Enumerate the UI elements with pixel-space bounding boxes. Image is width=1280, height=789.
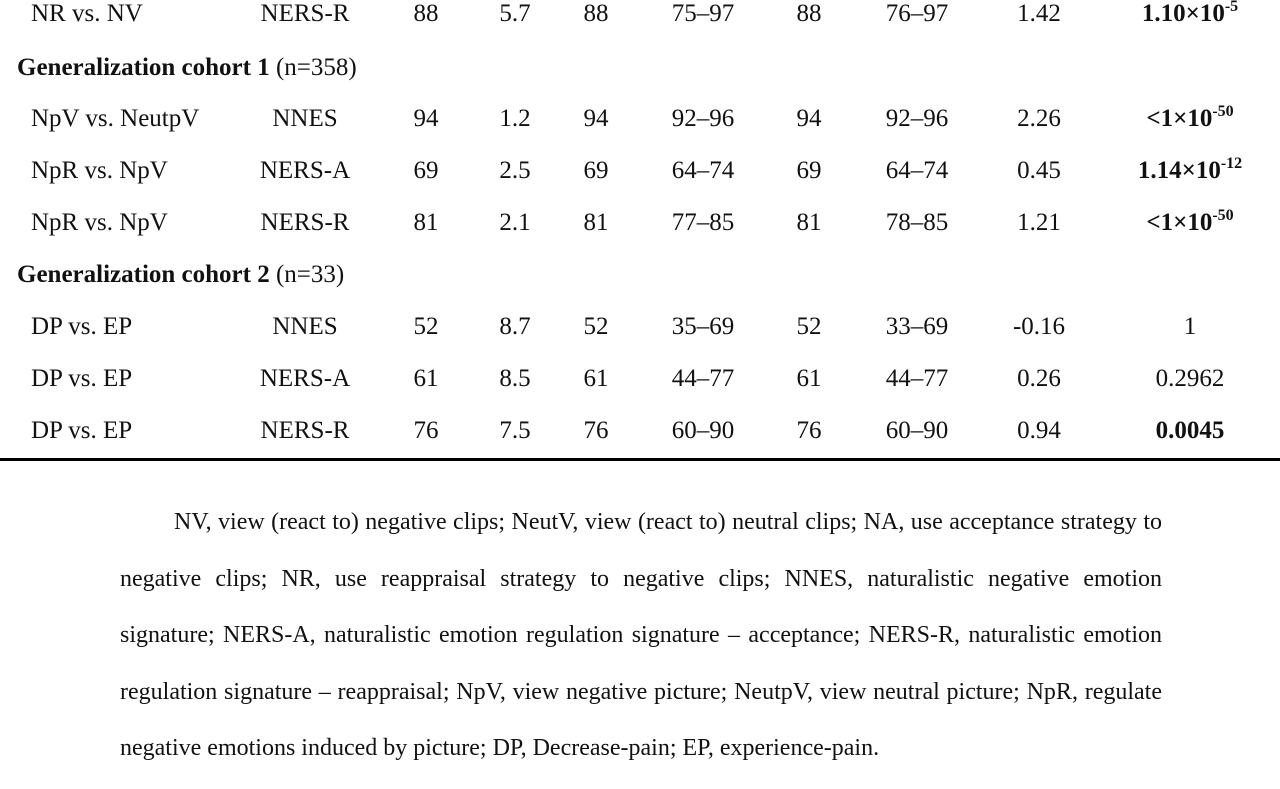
signature-cell: NERS-A (259, 365, 351, 392)
value-cell: 0.26 (1017, 365, 1061, 392)
value-cell: 1.21 (1017, 209, 1061, 236)
value-cell: 69 (413, 157, 439, 184)
value-cell: 1.2 (499, 105, 531, 132)
signature-cell: NERS-R (260, 0, 350, 27)
p-value-cell: $<1\times 10^{-50}$ (1146, 207, 1234, 236)
p-value-cell: 0.0045 (1155, 417, 1225, 444)
range-cell: 60–90 (885, 417, 949, 444)
comparison-cell: DP vs. EP (31, 313, 133, 340)
range-cell: 92–96 (885, 105, 949, 132)
p-value-cell: $<1\times 10^{-50}$ (1146, 103, 1234, 132)
range-cell: 33–69 (885, 313, 949, 340)
value-cell: 2.26 (1017, 105, 1061, 132)
value-cell: 61 (796, 365, 822, 392)
range-cell: 44–77 (671, 365, 735, 392)
value-cell: 94 (796, 105, 822, 132)
range-cell: 64–74 (671, 157, 735, 184)
value-cell: 76 (796, 417, 822, 444)
range-cell: 76–97 (885, 0, 949, 27)
value-cell: 94 (583, 105, 609, 132)
comparison-cell: NpV vs. NeutpV (31, 105, 200, 132)
value-cell: 61 (583, 365, 609, 392)
comparison-cell: NpR vs. NpV (31, 157, 168, 184)
value-cell: -0.16 (1012, 313, 1066, 340)
value-cell: 5.7 (499, 0, 531, 27)
p-value-cell: $1.14\times 10^{-12}$ (1137, 155, 1243, 184)
p-value-cell: $1.10\times 10^{-5}$ (1141, 0, 1239, 27)
value-cell: 8.5 (499, 365, 531, 392)
value-cell: 52 (583, 313, 609, 340)
table-row (0, 203, 1280, 243)
value-cell: 88 (413, 0, 439, 27)
value-cell: 94 (413, 105, 439, 132)
table-footnote: NV, view (react to) negative clips; NeutV, view (react to) neutral clips; NA, use acceptance strategy to negative clips; NR, use reappraisal strategy to negative clips; NNES, naturalistic negative emotion signature; NERS-A, naturalistic emotion regulation signature – acceptance; NERS-R, naturalistic emotion regulation signature – reappraisal; NpV, view negative picture; NeutpV, view neutral picture; NpR, regulate negative emotions induced by picture; DP, Decrease-pain; EP, experience-pain. (120, 509, 1162, 761)
range-cell: 44–77 (885, 365, 949, 392)
range-cell: 77–85 (671, 209, 735, 236)
value-cell: 0.45 (1017, 157, 1061, 184)
section-header-cohort-2: Generalization cohort 2 (n=33) (17, 261, 345, 288)
table-bottom-rule (0, 458, 1280, 461)
value-cell: 1.42 (1017, 0, 1061, 27)
signature-cell: NERS-R (260, 417, 350, 444)
range-cell: 75–97 (671, 0, 735, 27)
value-cell: 69 (583, 157, 609, 184)
value-cell: 81 (583, 209, 609, 236)
range-cell: 64–74 (885, 157, 949, 184)
signature-cell: NNES (272, 105, 338, 132)
comparison-cell: DP vs. EP (31, 365, 133, 392)
signature-cell: NERS-A (259, 157, 351, 184)
comparison-cell: NR vs. NV (31, 0, 143, 27)
table-row (0, 0, 1280, 34)
value-cell: 88 (796, 0, 822, 27)
signature-cell: NNES (272, 313, 338, 340)
table-row (0, 151, 1280, 191)
p-value-cell: 0.2962 (1155, 365, 1225, 392)
value-cell: 52 (413, 313, 439, 340)
value-cell: 76 (413, 417, 439, 444)
range-cell: 35–69 (671, 313, 735, 340)
comparison-cell: NpR vs. NpV (31, 209, 168, 236)
value-cell: 0.94 (1017, 417, 1061, 444)
value-cell: 81 (413, 209, 439, 236)
value-cell: 61 (413, 365, 439, 392)
value-cell: 8.7 (499, 313, 531, 340)
value-cell: 2.1 (499, 209, 531, 236)
table-row (0, 411, 1280, 451)
comparison-cell: DP vs. EP (31, 417, 133, 444)
section-header-cohort-1: Generalization cohort 1 (n=358) (17, 54, 357, 81)
signature-cell: NERS-R (260, 209, 350, 236)
range-cell: 60–90 (671, 417, 735, 444)
value-cell: 7.5 (499, 417, 531, 444)
table-row (0, 99, 1280, 139)
table-row (0, 359, 1280, 399)
range-cell: 78–85 (885, 209, 949, 236)
value-cell: 88 (583, 0, 609, 27)
value-cell: 52 (796, 313, 822, 340)
value-cell: 69 (796, 157, 822, 184)
range-cell: 92–96 (671, 105, 735, 132)
table-row (0, 307, 1280, 347)
value-cell: 76 (583, 417, 609, 444)
value-cell: 81 (796, 209, 822, 236)
p-value-cell: 1 (1183, 313, 1197, 340)
value-cell: 2.5 (499, 157, 531, 184)
